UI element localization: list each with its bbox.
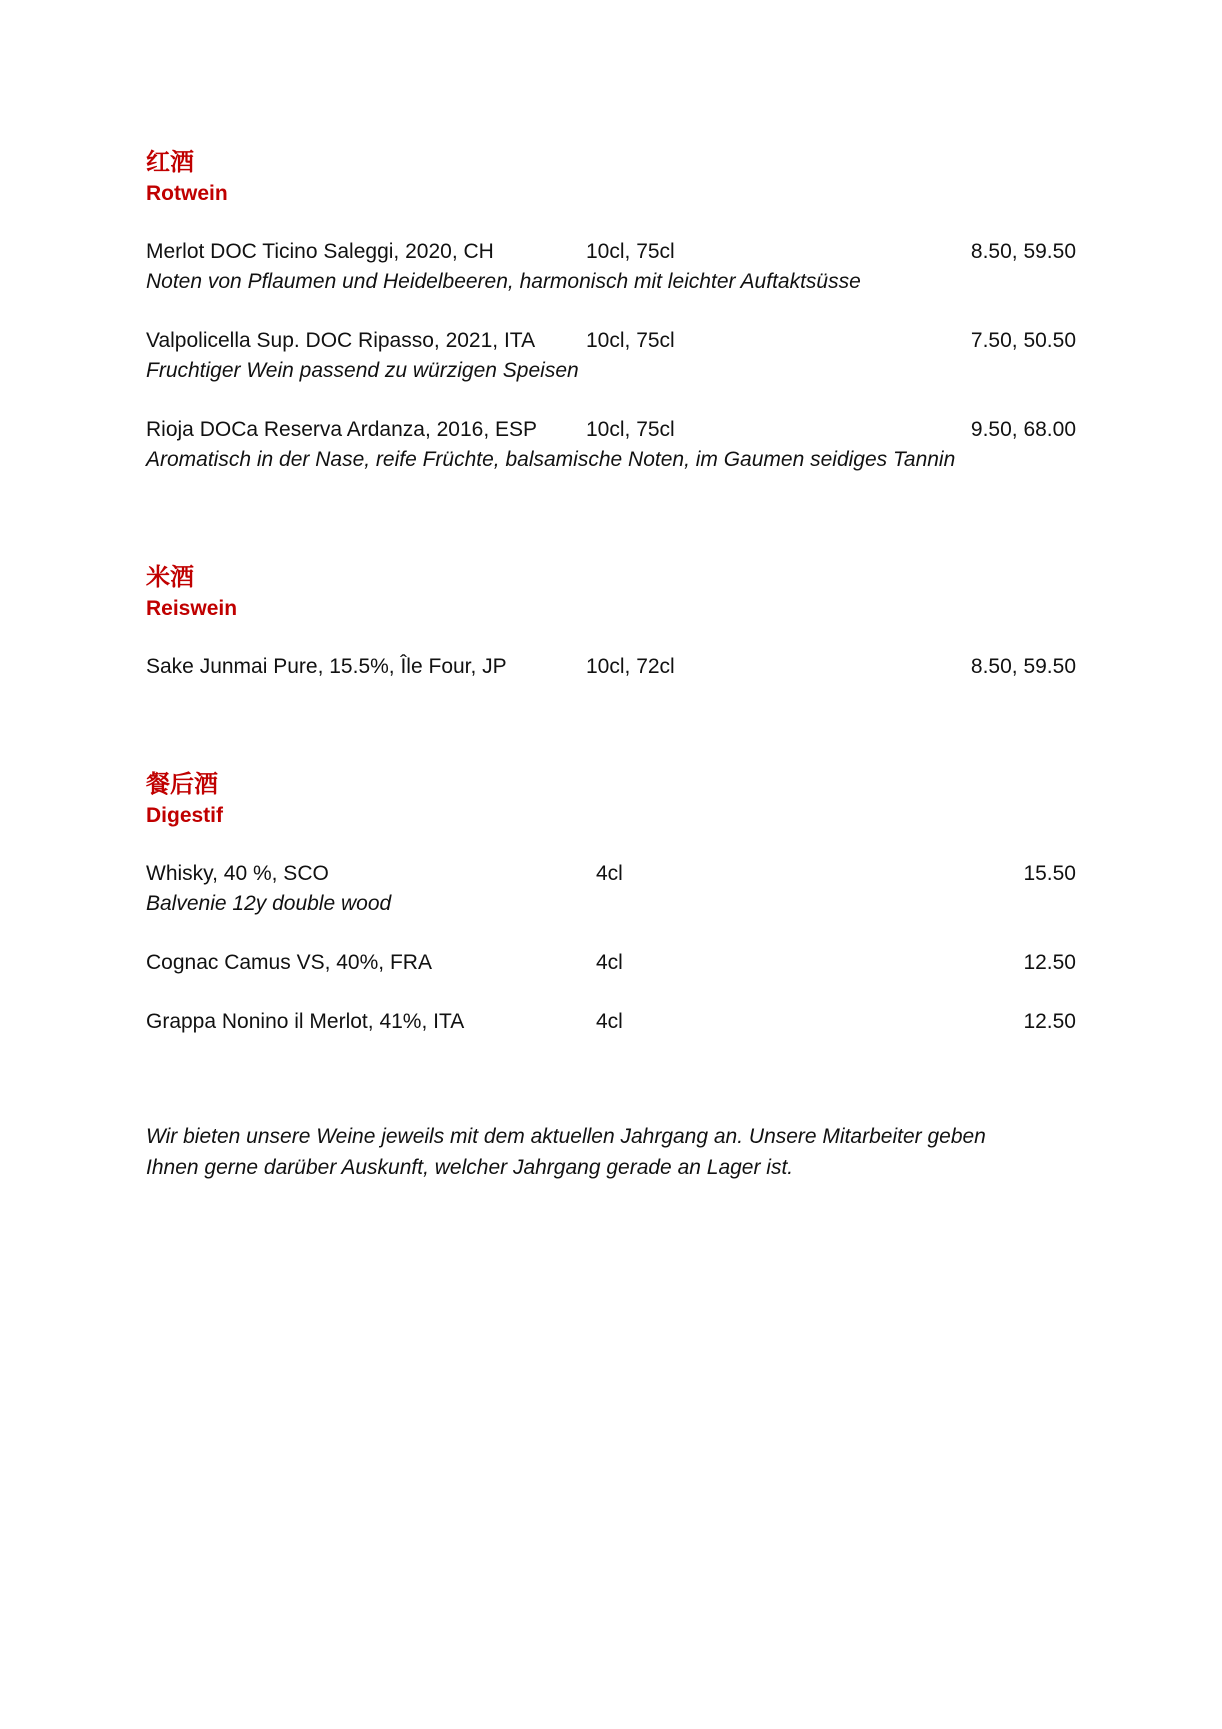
menu-item-merlot [146, 237, 1076, 297]
menu-item-cognac [146, 948, 1076, 978]
menu-item-rioja [146, 415, 1076, 475]
section-title-zh-reiswein: 米酒 [146, 563, 194, 591]
menu-item-grappa [146, 1007, 1076, 1037]
item-size: 4cl [596, 951, 623, 974]
item-size: 10cl, 75cl [586, 240, 675, 263]
item-size: 10cl, 75cl [586, 329, 675, 352]
item-name: Sake Junmai Pure, 15.5%, Île Four, JP [146, 655, 507, 678]
item-name: Rioja DOCa Reserva Ardanza, 2016, ESP [146, 418, 538, 441]
item-description: Fruchtiger Wein passend zu würzigen Speisen [146, 359, 579, 382]
item-size: 4cl [596, 862, 623, 885]
section-title-zh-rotwein: 红酒 [146, 148, 194, 176]
item-description: Aromatisch in der Nase, reife Früchte, balsamische Noten, im Gaumen seidiges Tannin [146, 448, 956, 471]
menu-item-valpolicella [146, 326, 1076, 386]
vintage-footer-note [146, 1121, 1076, 1183]
menu-item-whisky [146, 859, 1076, 919]
item-size: 4cl [596, 1010, 623, 1033]
item-name: Valpolicella Sup. DOC Ripasso, 2021, ITA [146, 329, 536, 352]
footer-note-line-2: Ihnen gerne darüber Auskunft, welcher Jahrgang gerade an Lager ist. [146, 1156, 794, 1179]
item-price: 8.50, 59.50 [970, 655, 1076, 678]
item-size: 10cl, 72cl [586, 655, 675, 678]
item-price: 12.50 [1023, 1010, 1076, 1033]
section-title-digestif: Digestif [146, 804, 224, 827]
footer-note-line-1: Wir bieten unsere Weine jeweils mit dem aktuellen Jahrgang an. Unsere Mitarbeiter geben [146, 1125, 986, 1148]
section-title-zh-digestif: 餐后酒 [146, 770, 218, 798]
menu-item-sake [146, 652, 1076, 682]
section-title-reiswein: Reiswein [146, 597, 238, 620]
item-price: 12.50 [1023, 951, 1076, 974]
item-name: Merlot DOC Ticino Saleggi, 2020, CH [146, 240, 494, 263]
item-description: Balvenie 12y double wood [146, 892, 392, 915]
item-price: 7.50, 50.50 [970, 329, 1076, 352]
item-price: 8.50, 59.50 [970, 240, 1076, 263]
item-size: 10cl, 75cl [586, 418, 675, 441]
section-title-rotwein: Rotwein [146, 182, 228, 205]
item-name: Grappa Nonino il Merlot, 41%, ITA [146, 1010, 465, 1033]
item-price: 9.50, 68.00 [970, 418, 1076, 441]
item-name: Whisky, 40 %, SCO [146, 862, 329, 885]
item-price: 15.50 [1023, 862, 1076, 885]
item-name: Cognac Camus VS, 40%, FRA [146, 951, 432, 974]
item-description: Noten von Pflaumen und Heidelbeeren, harmonisch mit leichter Auftaktsüsse [146, 270, 861, 293]
